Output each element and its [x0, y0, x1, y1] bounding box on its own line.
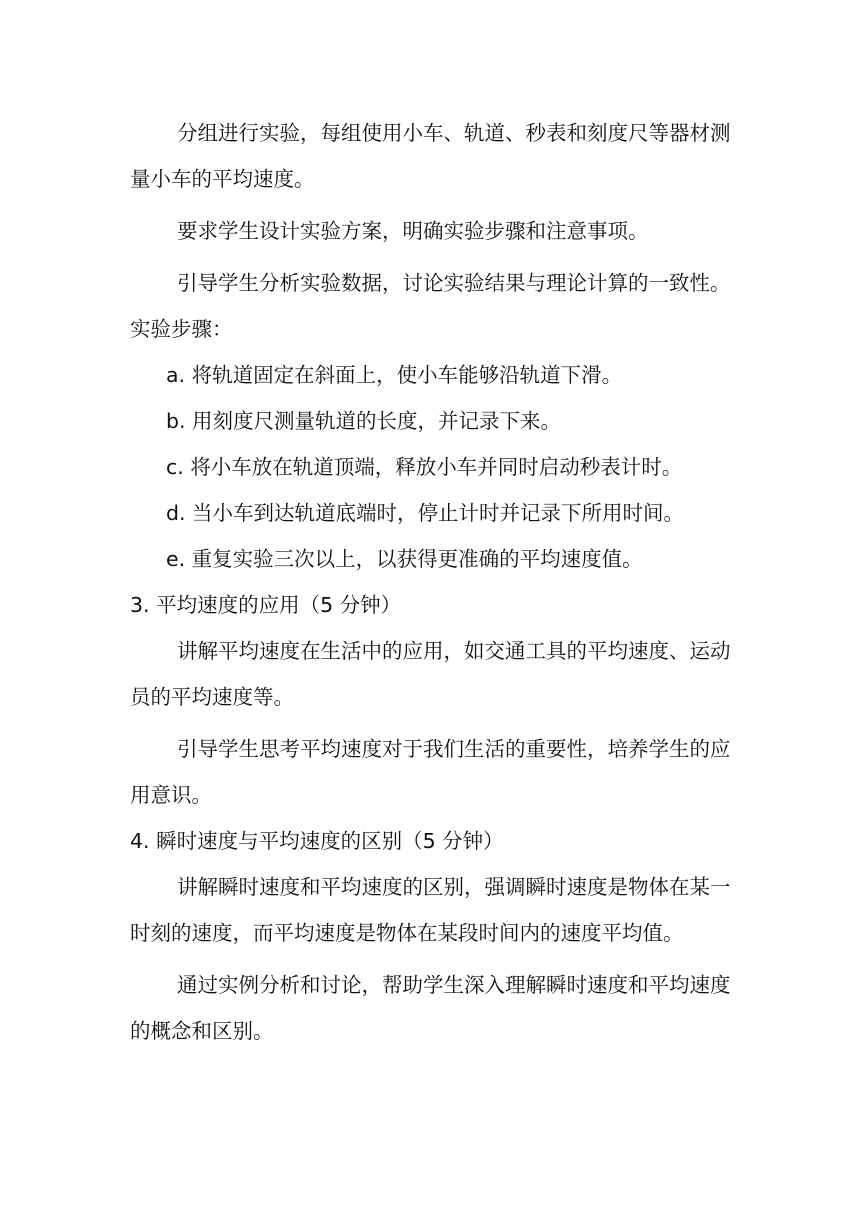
steps-title: 实验步骤： [130, 317, 233, 341]
step-item-d: d. 当小车到达轨道底端时，停止计时并记录下所用时间。 [166, 501, 685, 525]
section-3-paragraph-2: 引导学生思考平均速度对于我们生活的重要性，培养学生的应用意识。 [130, 737, 731, 807]
steps-list [130, 352, 740, 582]
section-4-heading: 4. 瞬时速度与平均速度的区别（5 分钟） [130, 829, 504, 853]
step-item-c: c. 将小车放在轨道顶端，释放小车并同时启动秒表计时。 [166, 455, 683, 479]
paragraph-intro-2: 要求学生设计实验方案，明确实验步骤和注意事项。 [177, 219, 649, 243]
step-item-b: b. 用刻度尺测量轨道的长度，并记录下来。 [166, 409, 562, 433]
section-3-heading: 3. 平均速度的应用（5 分钟） [130, 593, 402, 617]
step-item-a: a. 将轨道固定在斜面上，使小车能够沿轨道下滑。 [166, 363, 623, 387]
paragraph-intro-3: 引导学生分析实验数据，讨论实验结果与理论计算的一致性。 [177, 271, 731, 295]
step-item-e: e. 重复实验三次以上，以获得更准确的平均速度值。 [166, 547, 643, 571]
paragraph-intro-1: 分组进行实验，每组使用小车、轨道、秒表和刻度尺等器材测量小车的平均速度。 [130, 121, 731, 191]
section-3-paragraph-1: 讲解平均速度在生活中的应用，如交通工具的平均速度、运动员的平均速度等。 [130, 639, 731, 709]
section-4-paragraph-2: 通过实例分析和讨论，帮助学生深入理解瞬时速度和平均速度的概念和区别。 [130, 973, 731, 1043]
section-4-paragraph-1: 讲解瞬时速度和平均速度的区别，强调瞬时速度是物体在某一时刻的速度，而平均速度是物体在某段时间内的速度平均值。 [130, 875, 731, 945]
